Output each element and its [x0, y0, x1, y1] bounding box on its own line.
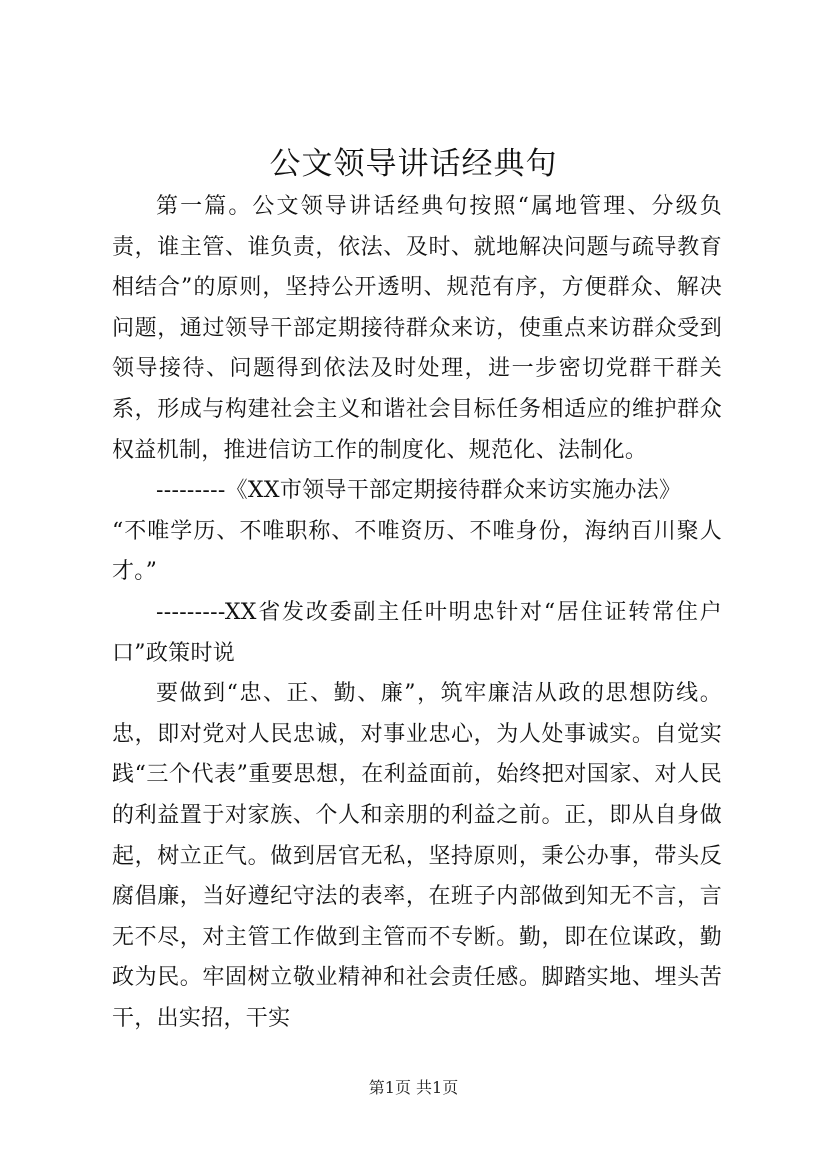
document-body	[112, 187, 722, 1039]
paragraph-citation-1: ---------《XX市领导干部定期接待群众来访实施办法》	[156, 478, 682, 504]
page-number-footer: 第1页 共1页	[368, 1078, 459, 1097]
paragraph-main: 要做到“忠、正、勤、廉”，筑牢廉洁从政的思想防线。忠，即对党对人民忠诚，对事业忠心，为人处事诚实。自觉实践“三个代表”重要思想，在利益面前，始终把对国家、对人民的利益置于对家族、个人和亲朋的利益之前。正，即从自身做起，树立正气。做到居官无私，坚持原则，秉公办事，带头反腐倡廉，当好遵纪守法的表率，在班子内部做到知无不言，言无不尽，对主管工作做到主管而不专断。勤，即在位谋政，勤政为民。牢固树立敬业精神和社会责任感。脚踏实地、埋头苦干，出实招，干实	[112, 681, 722, 1031]
paragraph-citation-2: ---------XX省发改委副主任叶明忠针对“居住证转常住户口”政策时说	[112, 599, 722, 666]
paragraph-intro: 第一篇。公文领导讲话经典句按照“属地管理、分级负责，谁主管、谁负责，依法、及时、就地解决问题与疏导教育相结合”的原则，坚持公开透明、规范有序，方便群众、解决问题，通过领导干部定期接待群众来访，使重点来访群众受到领导接待、问题得到依法及时处理，进一步密切党群干群关系，形成与构建社会主义和谐社会目标任务相适应的维护群众权益机制，推进信访工作的制度化、规范化、法制化。	[112, 194, 722, 463]
paragraph-quote: “不唯学历、不唯职称、不唯资历、不唯身份，海纳百川聚人才。”	[112, 518, 722, 585]
document-title: 公文领导讲话经典句	[269, 146, 558, 182]
